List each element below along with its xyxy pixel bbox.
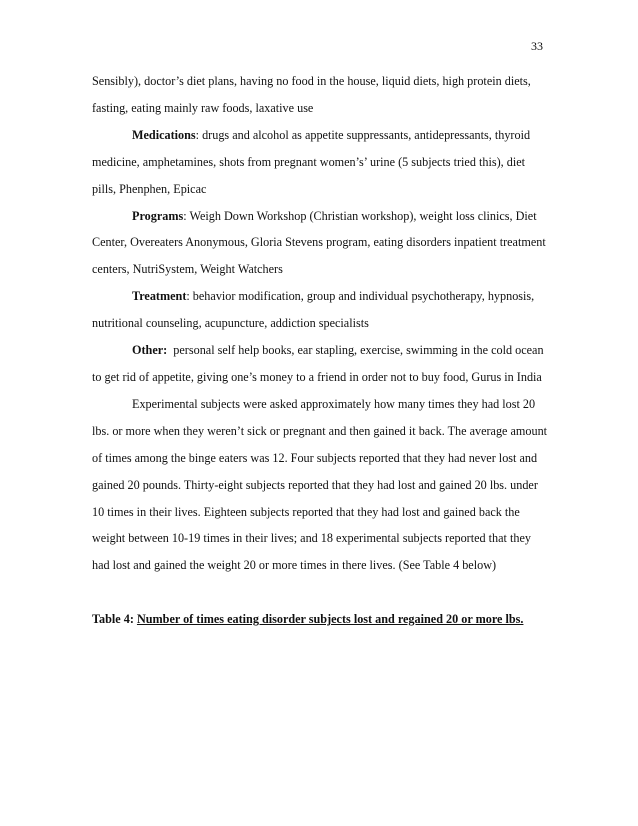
programs-label: Programs	[132, 208, 184, 223]
programs-text: : Weigh Down Workshop (Christian workshop), weight loss clinics, Diet Center, Overeaters Anonymous, Gloria Stevens program, eating disorders inpatient treatment centers, NutriSystem, Weight Watchers	[92, 208, 546, 277]
treatment-label: Treatment	[132, 289, 187, 304]
body-text	[92, 68, 550, 633]
treatment-text: : behavior modification, group and individual psychotherapy, hypnosis, nutritional counseling, acupuncture, addiction specialists	[92, 289, 535, 331]
table-caption-title: Number of times eating disorder subjects lost and regained 20 or more lbs.	[136, 612, 524, 627]
paragraph-diet-methods: Sensibly), doctor’s diet plans, having no food in the house, liquid diets, high protein diets, fasting, eating mainly raw foods, laxative use	[92, 74, 531, 115]
medications-label: Medications	[132, 127, 196, 142]
table-caption	[92, 606, 550, 633]
other-label: Other:	[132, 343, 168, 358]
paragraph-medications	[92, 122, 550, 203]
other-text: personal self help books, ear stapling, exercise, swimming in the cold ocean to get rid of appetite, giving one’s money to a friend in order not to buy food, Gurus in India	[92, 343, 547, 384]
paragraph-other	[92, 337, 550, 391]
paragraph-programs	[92, 203, 550, 284]
paragraph-experimental: Experimental subjects were asked approximately how many times they had lost 20 lbs. or more when they weren’t sick or pregnant and then gained it back. The average amount of times among the binge eaters was 12. Four subjects reported that they had never lost and gained 20 pounds. Thirty-eight subjects reported that they had lost and gained 20 lbs. under 10 times in their lives. Eighteen subjects reported that they had lost and gained back the weight between 10-19 times in their lives; and 18 experimental subjects reported that they had lost and gained the weight 20 or more times in there lives. (See Table 4 below)	[92, 396, 548, 573]
medications-text: : drugs and alcohol as appetite suppressants, antidepressants, thyroid medicine, amphetamines, shots from pregnant women’s’ urine (5 subjects tried this), diet pills, Phenphen, Epicac	[92, 127, 531, 196]
table-caption-label: Table 4:	[92, 612, 134, 627]
page-number: 33	[531, 39, 543, 53]
paragraph-treatment	[92, 283, 550, 337]
